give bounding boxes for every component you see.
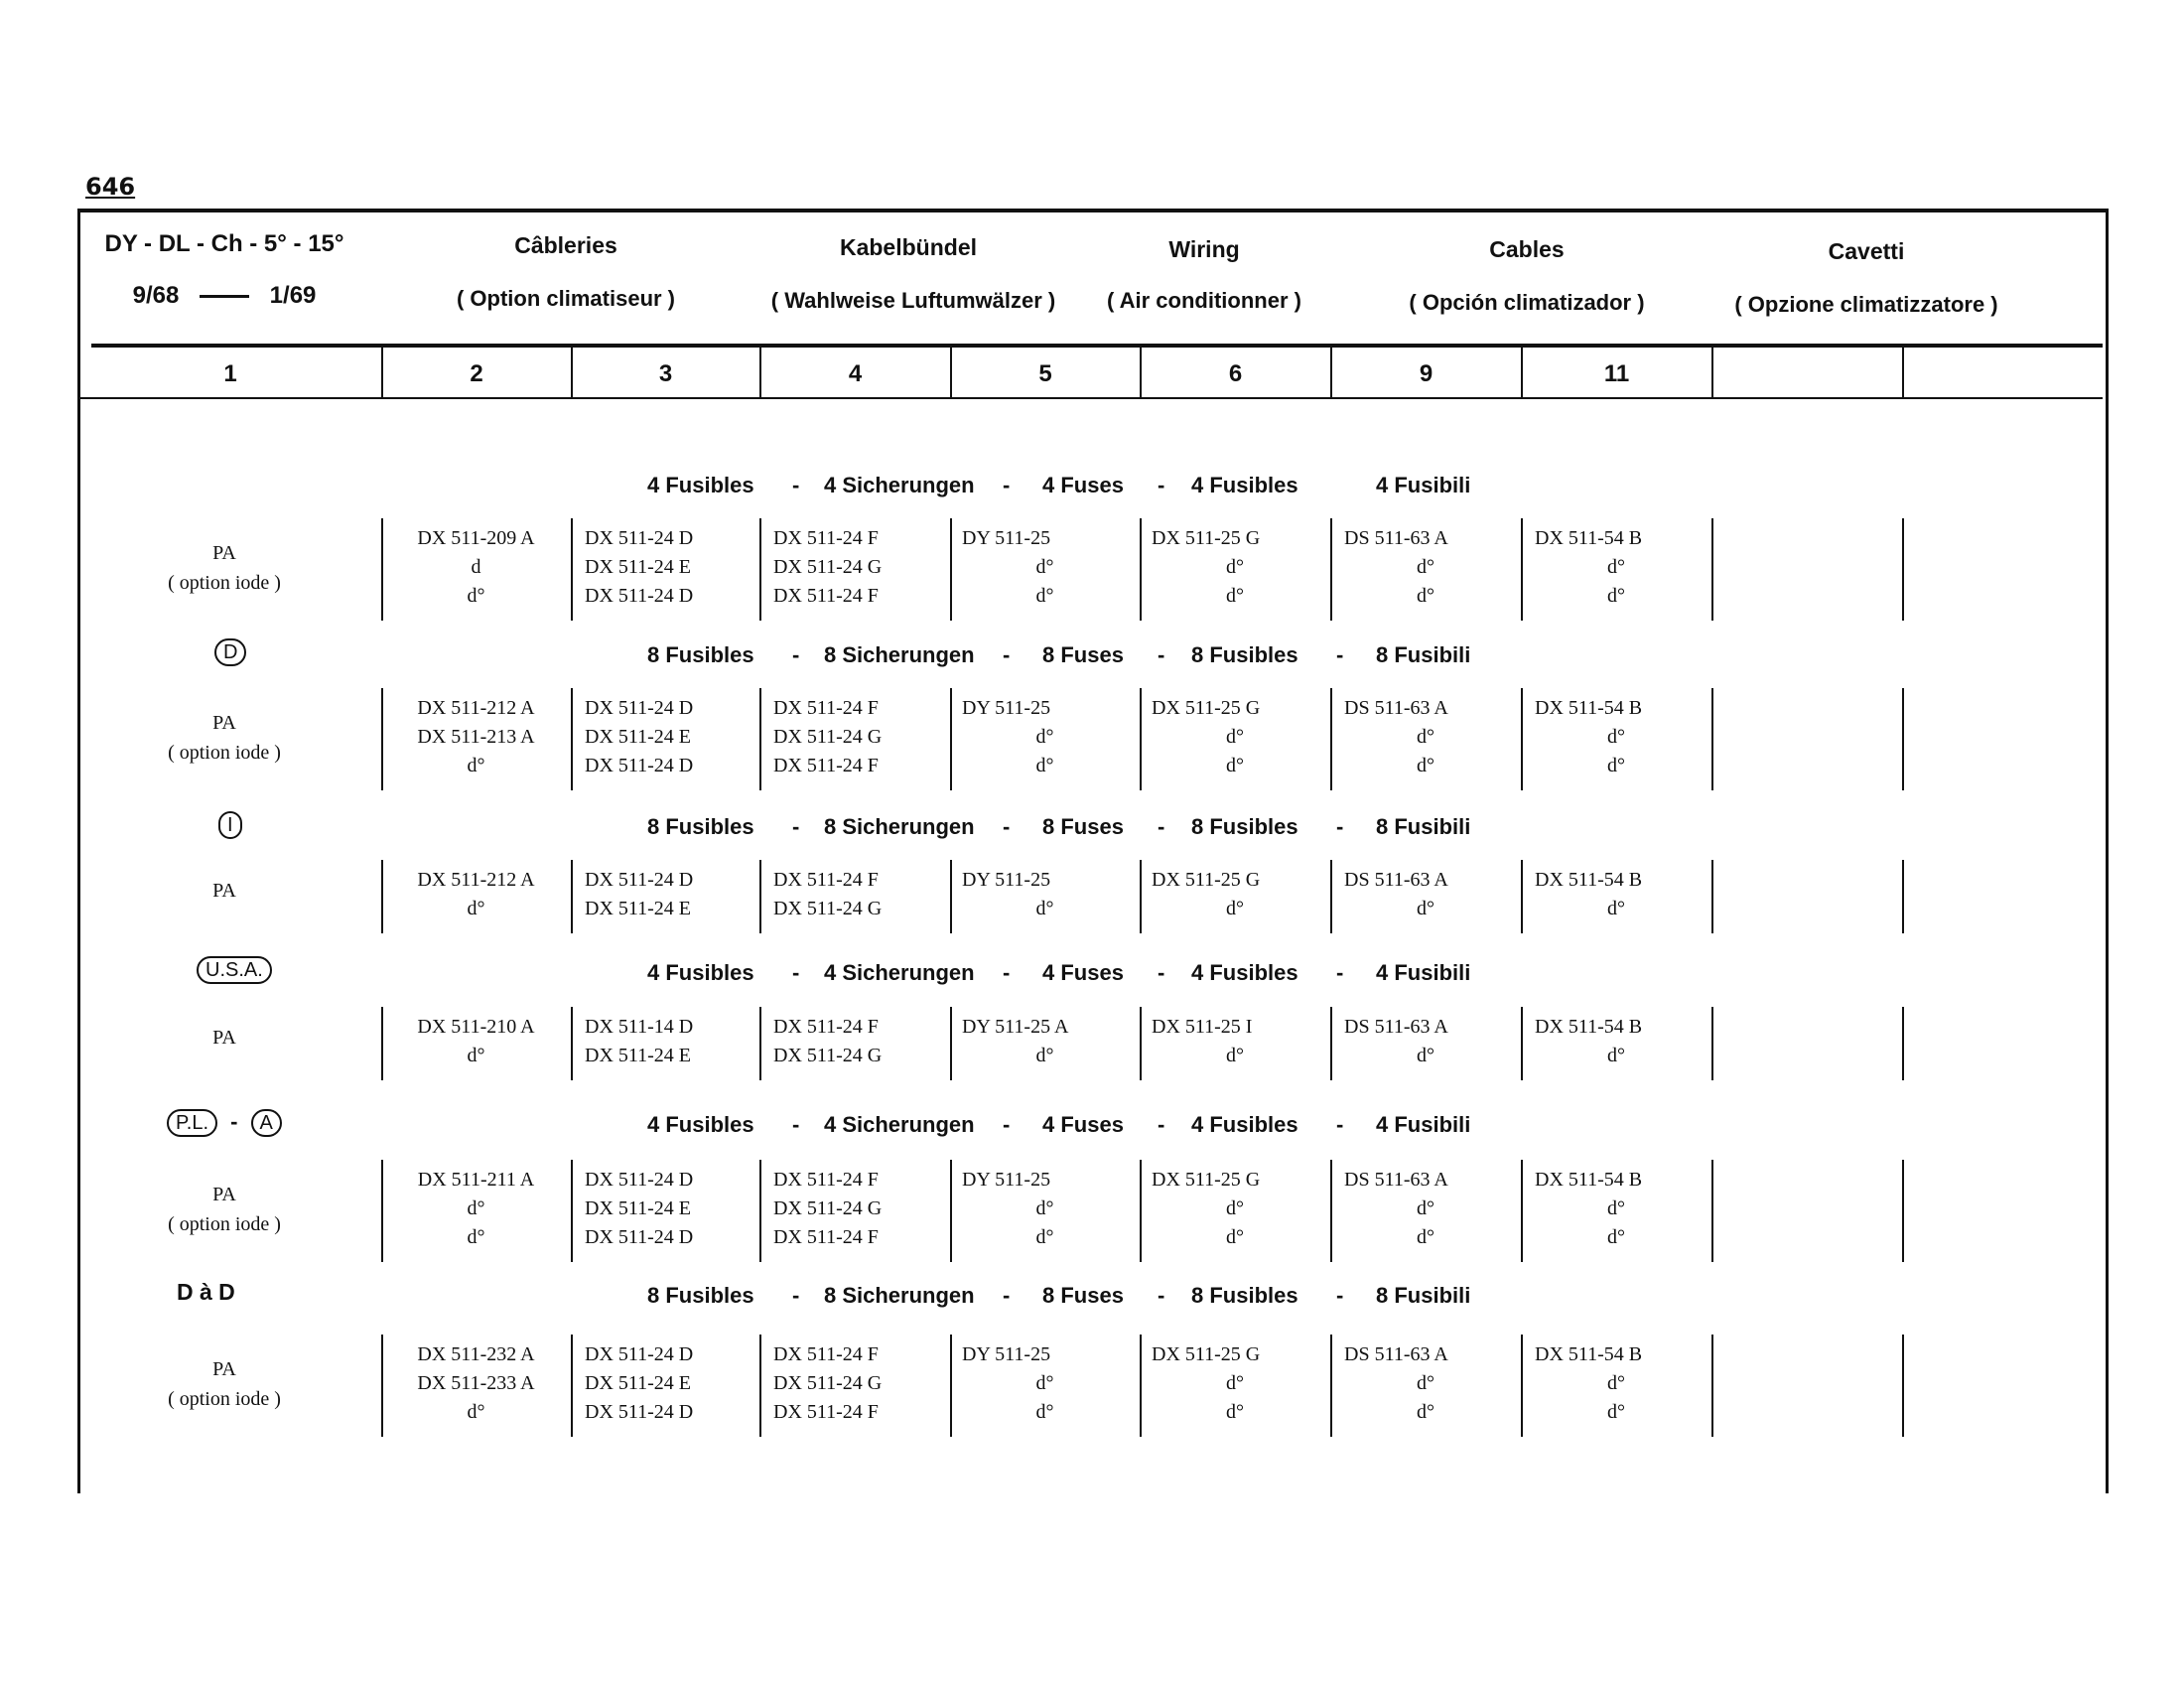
part-number-cell: DX 511-24 E (585, 1045, 692, 1066)
part-number-cell: DX 511-24 G (773, 1045, 883, 1066)
part-number-cell: DX 511-233 A (417, 1372, 535, 1394)
country-mark-d (214, 638, 246, 666)
part-number-cell: DS 511-63 A (1344, 1343, 1448, 1365)
fuse-label: 8 Fusibles (1191, 642, 1298, 667)
fuse-label: 4 Fuses (1042, 960, 1124, 985)
part-number-cell: DX 511-24 E (585, 898, 692, 919)
part-number-cell: DY 511-25 (962, 527, 1051, 549)
fuse-label: 4 Fusibles (1191, 473, 1298, 497)
part-number-cell: d° (1417, 1226, 1434, 1248)
part-number-cell: d° (1035, 585, 1054, 607)
part-number-cell: d° (467, 898, 485, 919)
part-number-cell: DX 511-24 D (585, 697, 694, 719)
part-number-cell: d° (1417, 898, 1434, 919)
country-mark-usa (197, 956, 272, 984)
header-title-it: Cavetti (1828, 238, 1905, 264)
part-number-cell: DX 511-24 G (773, 1197, 883, 1219)
part-number-cell: DX 511-24 D (585, 1343, 694, 1365)
fuse-separator: - (792, 473, 800, 497)
part-number-cell: DX 511-210 A (417, 1016, 535, 1038)
part-number-cell: DX 511-25 G (1152, 527, 1261, 549)
group-model-label: PA (212, 880, 236, 902)
part-number-cell: DX 511-24 G (773, 556, 883, 578)
part-number-cell: d° (1035, 1045, 1054, 1066)
country-mark-i (218, 811, 242, 839)
period (75, 282, 373, 310)
fuse-separator: - (792, 960, 800, 985)
part-number-cell: DX 511-24 G (773, 1372, 883, 1394)
part-number-cell: DX 511-24 D (585, 869, 694, 891)
country-badge: I (218, 811, 242, 839)
fuse-label: 4 Fuses (1042, 473, 1124, 497)
group-label (95, 538, 353, 598)
fuse-label: 4 Fusibles (647, 960, 754, 985)
fuse-label: 8 Fusibles (1191, 814, 1298, 839)
fuse-label: 8 Fusibili (1376, 814, 1471, 839)
cell-divider (571, 518, 573, 621)
fuse-label: 4 Fusibles (647, 473, 754, 497)
fuse-separator: - (1336, 814, 1344, 839)
fuse-separator: - (1158, 1283, 1165, 1308)
cell-divider (1711, 1007, 1713, 1080)
part-number-cell: DS 511-63 A (1344, 697, 1448, 719)
fuse-label: 4 Fuses (1042, 1112, 1124, 1137)
fuse-separator: - (792, 1112, 800, 1137)
fuse-separator: - (792, 814, 800, 839)
group-model-label: PA (212, 542, 236, 564)
part-number-cell: d° (1417, 755, 1434, 776)
fuse-label: 4 Sicherungen (824, 960, 975, 985)
group-label (95, 708, 353, 768)
cell-divider (759, 518, 761, 621)
fuse-separator: - (1158, 473, 1165, 497)
fuse-separator: - (1003, 1112, 1011, 1137)
column-number-2: 2 (470, 360, 483, 387)
header-title-es: Cables (1489, 236, 1565, 262)
part-number-cell: DX 511-24 D (585, 1401, 694, 1423)
part-number-cell: DX 511-24 D (585, 1169, 694, 1191)
header-divider (950, 348, 952, 397)
part-number-cell: DX 511-24 E (585, 726, 692, 748)
cell-divider (759, 860, 761, 933)
fuse-separator: - (1003, 642, 1011, 667)
cell-divider (1902, 688, 1904, 790)
part-number-cell: d° (1607, 1372, 1625, 1394)
cell-divider (1711, 518, 1713, 621)
column-number-3: 3 (658, 360, 673, 387)
part-number-cell: d° (1035, 726, 1054, 748)
part-number-cell: d° (1607, 755, 1625, 776)
part-number-cell: d° (1226, 898, 1244, 919)
cell-divider (1902, 1160, 1904, 1262)
part-number-cell: d° (1607, 585, 1625, 607)
header-rule (91, 344, 2103, 348)
part-number-cell: d° (1226, 1045, 1244, 1066)
part-number-cell: d° (1035, 755, 1054, 776)
cell-divider (759, 1335, 761, 1437)
column-number-6: 6 (1228, 360, 1243, 387)
country-mark-pl-a (167, 1109, 282, 1137)
part-number-cell: DX 511-54 B (1535, 1343, 1643, 1365)
part-number-cell: DX 511-25 G (1152, 1343, 1261, 1365)
header-divider (1711, 348, 1713, 397)
part-number-cell: DX 511-24 D (585, 527, 694, 549)
fuse-label: 4 Sicherungen (824, 473, 975, 497)
fuse-separator: - (1336, 1283, 1344, 1308)
cell-divider (1902, 1335, 1904, 1437)
fuse-label: 4 Fusibles (1191, 960, 1298, 985)
part-number-cell: d° (1226, 755, 1244, 776)
part-number-cell: d° (467, 1401, 485, 1423)
part-number-cell: DX 511-25 G (1152, 869, 1261, 891)
part-number-cell: d° (467, 1045, 485, 1066)
fuse-separator: - (1003, 960, 1011, 985)
header-divider (1330, 348, 1332, 397)
column-number-5: 5 (1038, 360, 1052, 387)
part-number-cell: d° (1035, 1401, 1054, 1423)
range-label: D à D (177, 1279, 235, 1305)
part-number-cell: DY 511-25 (962, 1343, 1051, 1365)
fuse-label: 4 Fusibili (1376, 473, 1471, 497)
period-to: 1/69 (269, 282, 317, 309)
fuse-label: 8 Fusibles (647, 814, 754, 839)
part-number-cell: d° (1607, 1045, 1625, 1066)
header-title-en: Wiring (1168, 236, 1240, 262)
part-number-cell: DX 511-14 D (585, 1016, 694, 1038)
fuse-label: 8 Fusibles (1191, 1283, 1298, 1308)
group-model-label: PA (212, 1358, 236, 1380)
part-number-cell: DX 511-24 G (773, 898, 883, 919)
fuse-label: 4 Fusibili (1376, 1112, 1471, 1137)
header-subtitle-en: ( Air conditionner ) (1107, 288, 1301, 313)
group-model-label: PA (212, 1184, 236, 1205)
fuse-label: 8 Sicherungen (824, 642, 975, 667)
part-number-cell: d° (1417, 1401, 1434, 1423)
part-number-cell: d° (1607, 1226, 1625, 1248)
part-number-cell: DX 511-24 E (585, 1197, 692, 1219)
group-option-label: ( option iode ) (168, 1213, 281, 1235)
part-number-cell: d° (467, 1197, 485, 1219)
part-number-cell: DX 511-24 E (585, 1372, 692, 1394)
part-number-cell: d° (1417, 1372, 1434, 1394)
header-divider (1521, 348, 1523, 397)
header-divider (1902, 348, 1904, 397)
header-divider (759, 348, 761, 397)
model-designation: DY - DL - Ch - 5° - 15° (104, 230, 344, 257)
period-dash (200, 295, 249, 298)
cell-divider (1902, 1007, 1904, 1080)
part-number-cell: DX 511-211 A (417, 1169, 535, 1191)
part-number-cell: d° (1607, 1401, 1625, 1423)
part-number-cell: DX 511-54 B (1535, 1169, 1643, 1191)
part-number-cell: d° (1226, 1372, 1244, 1394)
part-number-cell: d° (1417, 1045, 1434, 1066)
part-number-cell: DX 511-209 A (417, 527, 535, 549)
part-number-cell: DS 511-63 A (1344, 527, 1448, 549)
part-number-cell: DX 511-213 A (417, 726, 535, 748)
country-badge: A (251, 1109, 282, 1137)
part-number-cell: d° (1226, 1226, 1244, 1248)
part-number-cell: d° (1607, 726, 1625, 748)
part-number-cell: DX 511-25 G (1152, 697, 1261, 719)
country-badge: U.S.A. (197, 956, 272, 984)
part-number-cell: d° (1417, 1197, 1434, 1219)
country-badge: D (214, 638, 246, 666)
cell-divider (571, 1160, 573, 1262)
part-number-cell: DX 511-24 F (773, 755, 879, 776)
fuse-separator: - (1158, 814, 1165, 839)
part-number-cell: DY 511-25 (962, 1169, 1051, 1191)
part-number-cell: DY 511-25 (962, 697, 1051, 719)
part-number-cell: DX 511-24 D (585, 1226, 694, 1248)
fuse-label: 4 Fusibili (1376, 960, 1471, 985)
group-model-label: PA (212, 1027, 236, 1049)
group-label (95, 1023, 353, 1053)
cell-divider (571, 688, 573, 790)
group-label (95, 1354, 353, 1414)
part-number-cell: d° (467, 1226, 485, 1248)
part-number-cell: d° (1607, 556, 1625, 578)
group-option-label: ( option iode ) (168, 1388, 281, 1410)
part-number-cell: DX 511-24 D (585, 585, 694, 607)
part-number-cell: DX 511-54 B (1535, 527, 1643, 549)
header-subtitle-de: ( Wahlweise Luftumwälzer ) (770, 288, 1056, 313)
column-number-rule (79, 397, 2103, 399)
fuse-label: 4 Fusibles (647, 1112, 754, 1137)
header-divider (1140, 348, 1142, 397)
header-title-fr: Câbleries (514, 232, 617, 258)
part-number-cell: d (471, 556, 481, 578)
column-number-11: 11 (1603, 360, 1630, 387)
group-option-label: ( option iode ) (168, 742, 281, 764)
fuse-separator: - (1336, 960, 1344, 985)
part-number-cell: DS 511-63 A (1344, 869, 1448, 891)
part-number-cell: DX 511-232 A (417, 1343, 535, 1365)
part-number-cell: DS 511-63 A (1344, 1169, 1448, 1191)
part-number-cell: DX 511-24 E (585, 556, 692, 578)
part-number-cell: DX 511-24 F (773, 527, 879, 549)
page-number: 646 (85, 173, 136, 201)
part-number-cell: DX 511-24 F (773, 1169, 879, 1191)
part-number-cell: DX 511-24 D (585, 755, 694, 776)
part-number-cell: d° (1226, 1401, 1244, 1423)
cell-divider (759, 688, 761, 790)
fuse-separator: - (1003, 814, 1011, 839)
part-number-cell: DX 511-25 I (1152, 1016, 1253, 1038)
cell-divider (1711, 688, 1713, 790)
part-number-cell: DX 511-24 G (773, 726, 883, 748)
part-number-cell: DX 511-54 B (1535, 1016, 1643, 1038)
header-subtitle-es: ( Opción climatizador ) (1409, 290, 1645, 315)
part-number-cell: d° (467, 585, 485, 607)
part-number-cell: DX 511-24 F (773, 585, 879, 607)
fuse-separator: - (1158, 642, 1165, 667)
cell-divider (571, 1007, 573, 1080)
part-number-cell: DX 511-24 F (773, 1226, 879, 1248)
fuse-label: 8 Fuses (1042, 814, 1124, 839)
group-label (95, 876, 353, 906)
cell-divider (571, 1335, 573, 1437)
country-badge: P.L. (167, 1109, 217, 1137)
fuse-label: 8 Sicherungen (824, 1283, 975, 1308)
fuse-label: 8 Fusibles (647, 1283, 754, 1308)
group-model-label: PA (212, 712, 236, 734)
part-number-cell: d° (1035, 898, 1054, 919)
part-number-cell: d° (1035, 1197, 1054, 1219)
part-number-cell: DX 511-24 F (773, 697, 879, 719)
cell-divider (1711, 1160, 1713, 1262)
header-subtitle-fr: ( Option climatiseur ) (456, 286, 676, 311)
country-joiner: - (230, 1109, 238, 1134)
part-number-cell: d° (1226, 726, 1244, 748)
part-number-cell: DY 511-25 (962, 869, 1051, 891)
part-number-cell: d° (1035, 1372, 1054, 1394)
part-number-cell: d° (1607, 898, 1625, 919)
fuse-separator: - (792, 642, 800, 667)
cell-divider (1902, 860, 1904, 933)
part-number-cell: d° (1417, 726, 1434, 748)
fuse-separator: - (1003, 473, 1011, 497)
column-number-9: 9 (1419, 360, 1433, 387)
part-number-cell: DX 511-24 F (773, 1343, 879, 1365)
fuse-separator: - (1336, 1112, 1344, 1137)
part-number-cell: DX 511-212 A (417, 697, 535, 719)
part-number-cell: d° (1417, 556, 1434, 578)
part-number-cell: d° (1607, 1197, 1625, 1219)
fuse-label: 8 Fusibili (1376, 642, 1471, 667)
cell-divider (759, 1160, 761, 1262)
fuse-separator: - (1003, 1283, 1011, 1308)
part-number-cell: d° (1226, 556, 1244, 578)
part-number-cell: DX 511-24 F (773, 1401, 879, 1423)
part-number-cell: DX 511-24 F (773, 1016, 879, 1038)
group-option-label: ( option iode ) (168, 572, 281, 594)
fuse-label: 8 Fusibles (647, 642, 754, 667)
part-number-cell: d° (1226, 585, 1244, 607)
part-number-cell: d° (467, 755, 485, 776)
part-number-cell: d° (1226, 1197, 1244, 1219)
part-number-cell: d° (1417, 585, 1434, 607)
column-number-4: 4 (848, 360, 863, 387)
part-number-cell: DX 511-54 B (1535, 869, 1643, 891)
part-number-cell: d° (1035, 1226, 1054, 1248)
cell-divider (1902, 518, 1904, 621)
header-divider (571, 348, 573, 397)
fuse-label: 4 Fusibles (1191, 1112, 1298, 1137)
fuse-label: 8 Fuses (1042, 1283, 1124, 1308)
fuse-label: 4 Sicherungen (824, 1112, 975, 1137)
fuse-separator: - (1158, 960, 1165, 985)
part-number-cell: d° (1035, 556, 1054, 578)
header-subtitle-it: ( Opzione climatizzatore ) (1734, 292, 1998, 317)
fuse-label: 8 Sicherungen (824, 814, 975, 839)
cell-divider (1711, 860, 1713, 933)
fuse-separator: - (1336, 642, 1344, 667)
cell-divider (759, 1007, 761, 1080)
fuse-separator: - (1158, 1112, 1165, 1137)
header-divider (381, 348, 383, 397)
part-number-cell: DX 511-54 B (1535, 697, 1643, 719)
fuse-label: 8 Fuses (1042, 642, 1124, 667)
period-from: 9/68 (132, 282, 180, 309)
part-number-cell: DX 511-25 G (1152, 1169, 1261, 1191)
fuse-separator: - (792, 1283, 800, 1308)
part-number-cell: DX 511-212 A (417, 869, 535, 891)
part-number-cell: DX 511-24 F (773, 869, 879, 891)
column-number-1: 1 (223, 360, 237, 387)
part-number-cell: DS 511-63 A (1344, 1016, 1448, 1038)
header-title-de: Kabelbündel (839, 234, 977, 260)
part-number-cell: DY 511-25 A (962, 1016, 1069, 1038)
cell-divider (571, 860, 573, 933)
group-label (95, 1180, 353, 1239)
cell-divider (1711, 1335, 1713, 1437)
fuse-label: 8 Fusibili (1376, 1283, 1471, 1308)
